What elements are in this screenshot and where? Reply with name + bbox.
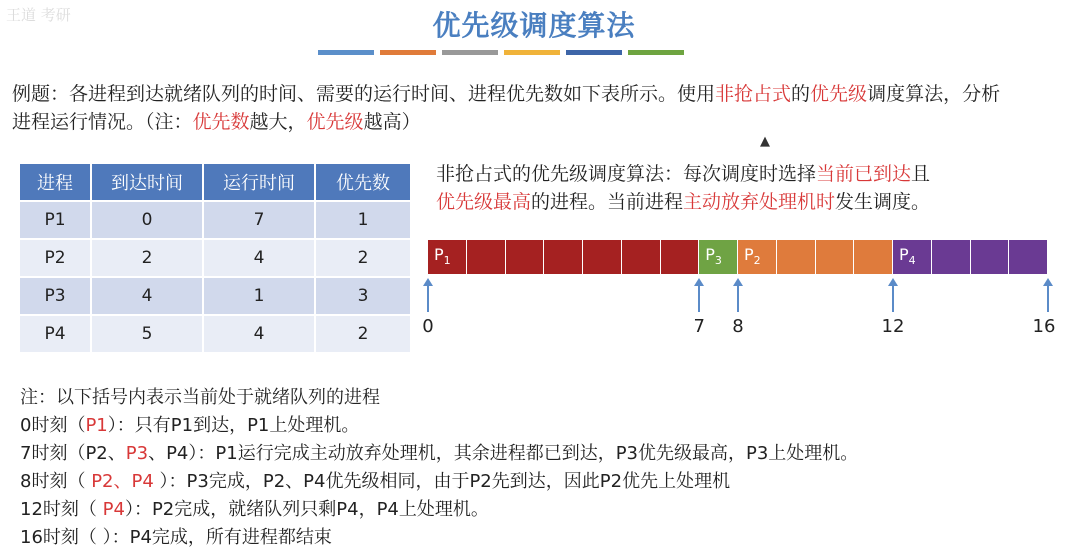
color-bar — [442, 50, 498, 55]
table-row — [20, 277, 411, 315]
gantt-process-label: $P_4$ — [899, 245, 916, 268]
col-header-process: 进程 — [20, 164, 91, 201]
table-cell: 2 — [315, 315, 411, 352]
intro-text: 越大， — [249, 111, 307, 133]
gantt-process-label: $P_2$ — [744, 245, 761, 268]
gantt-time-unit — [932, 240, 971, 274]
note-text: 0时刻（ — [20, 415, 86, 436]
desc-highlight-highest-priority: 优先级最高 — [436, 191, 532, 213]
color-bar — [318, 50, 374, 55]
table-cell: P3 — [20, 277, 91, 315]
table-cell: 1 — [203, 277, 315, 315]
desc-highlight-arrived: 当前已到达 — [816, 163, 912, 185]
title-color-bars — [318, 50, 684, 55]
problem-statement — [12, 80, 1012, 136]
col-header-arrival: 到达时间 — [91, 164, 203, 201]
table-cell: 5 — [91, 315, 203, 352]
note-line — [20, 440, 1060, 468]
intro-text: 的 — [791, 83, 811, 105]
gantt-time-unit — [699, 240, 738, 274]
color-bar — [380, 50, 436, 55]
arrow-up-icon — [423, 278, 433, 312]
desc-text: 非抢占式的优先级调度算法：每次调度时选择 — [436, 163, 817, 185]
gantt-process-label: $P_1$ — [434, 245, 451, 268]
gantt-process-subscript: 4 — [908, 254, 916, 268]
gantt-time-unit — [661, 240, 700, 274]
intro-highlight-prio-number: 优先数 — [192, 111, 250, 133]
watermark-logo: 王道 考研 — [6, 6, 71, 24]
note-line: 16时刻（ ）：P4完成，所有进程都结束 — [20, 527, 332, 548]
color-bar — [628, 50, 684, 55]
intro-highlight-nonpreemptive: 非抢占式 — [715, 83, 792, 105]
intro-highlight-priority: 优先级 — [810, 83, 868, 105]
intro-text: 越高） — [363, 111, 421, 133]
gantt-tick-label: 7 — [693, 316, 705, 337]
gantt-time-unit — [1009, 240, 1048, 274]
desc-highlight-yield: 主动放弃处理机时 — [683, 191, 836, 213]
gantt-process-subscript: 1 — [443, 254, 451, 268]
table-cell: 1 — [315, 201, 411, 239]
arrow-up-icon — [1043, 278, 1053, 312]
page-title: 优先级调度算法 — [432, 9, 636, 42]
gantt-time-unit — [467, 240, 506, 274]
table-cell: 4 — [91, 277, 203, 315]
note-text: 、P4）：P1运行完成主动放弃处理机，其余进程都已到达，P3优先级最高，P3上处理机。 — [148, 443, 859, 464]
table-cell: P2 — [20, 239, 91, 277]
gantt-tick-label: 16 — [1032, 316, 1056, 337]
table-header-row — [20, 164, 411, 201]
col-header-priority: 优先数 — [315, 164, 411, 201]
table-cell: 2 — [91, 239, 203, 277]
color-bar — [504, 50, 560, 55]
intro-text: 例题：各进程到达就绪队列的时间、需要的运行时间、进程优先数如下表所示。使用 — [12, 83, 716, 105]
table-cell: P1 — [20, 201, 91, 239]
note-highlight: P3 — [125, 443, 149, 464]
gantt-process-subscript: 2 — [753, 254, 761, 268]
table-cell: 0 — [91, 201, 203, 239]
note-text: ）：P2完成，就绪队列只剩P4，P4上处理机。 — [124, 499, 489, 520]
note-line: 注：以下括号内表示当前处于就绪队列的进程 — [20, 387, 380, 408]
gantt-tick-label: 0 — [422, 316, 434, 337]
gantt-time-unit — [583, 240, 622, 274]
gantt-time-unit — [893, 240, 932, 274]
note-line — [20, 496, 1060, 524]
desc-text: 发生调度。 — [835, 191, 931, 213]
note-highlight: P2、P4 — [91, 471, 154, 492]
note-text: ）：P3完成，P2、P4优先级相同，由于P2先到达，因此P2优先上处理机 — [153, 471, 731, 492]
gantt-time-unit — [428, 240, 467, 274]
table-cell: 7 — [203, 201, 315, 239]
note-text: ）：只有P1到达，P1上处理机。 — [107, 415, 360, 436]
arrow-up-icon — [888, 278, 898, 312]
note-text: 7时刻（P2、 — [20, 443, 126, 464]
note-line — [20, 412, 1060, 440]
table-cell: 4 — [203, 315, 315, 352]
gantt-process-subscript: 3 — [714, 254, 722, 268]
table-row — [20, 239, 411, 277]
note-text: 12时刻（ — [20, 499, 103, 520]
table-cell: P4 — [20, 315, 91, 352]
table-row — [20, 201, 411, 239]
algorithm-description — [436, 160, 1056, 216]
mouse-cursor-icon: ▲ — [760, 134, 770, 149]
col-header-burst: 运行时间 — [203, 164, 315, 201]
gantt-process-label: $P_3$ — [705, 245, 722, 268]
table-cell: 4 — [203, 239, 315, 277]
gantt-time-unit — [777, 240, 816, 274]
arrow-up-icon — [694, 278, 704, 312]
gantt-time-unit — [738, 240, 777, 274]
intro-highlight-priority: 优先级 — [306, 111, 364, 133]
note-highlight: P4 — [102, 499, 125, 520]
gantt-time-unit — [544, 240, 583, 274]
desc-text: 的进程。当前进程 — [531, 191, 684, 213]
gantt-tick-label: 8 — [732, 316, 744, 337]
notes-section — [20, 384, 1060, 552]
process-table — [20, 164, 412, 352]
color-bar — [566, 50, 622, 55]
table-row — [20, 315, 411, 352]
table-cell: 3 — [315, 277, 411, 315]
desc-text: 且 — [911, 163, 931, 185]
gantt-tick-label: 12 — [881, 316, 905, 337]
note-text: 8时刻（ — [20, 471, 92, 492]
gantt-time-unit — [971, 240, 1010, 274]
table-cell: 2 — [315, 239, 411, 277]
gantt-time-unit — [506, 240, 545, 274]
gantt-time-unit — [816, 240, 855, 274]
arrow-up-icon — [733, 278, 743, 312]
gantt-time-unit — [854, 240, 893, 274]
note-line — [20, 468, 1060, 496]
intro-text: 调度算法，分析进程运行情况。（注： — [12, 83, 1001, 133]
gantt-chart — [428, 240, 1048, 274]
note-highlight: P1 — [85, 415, 108, 436]
gantt-time-unit — [622, 240, 661, 274]
